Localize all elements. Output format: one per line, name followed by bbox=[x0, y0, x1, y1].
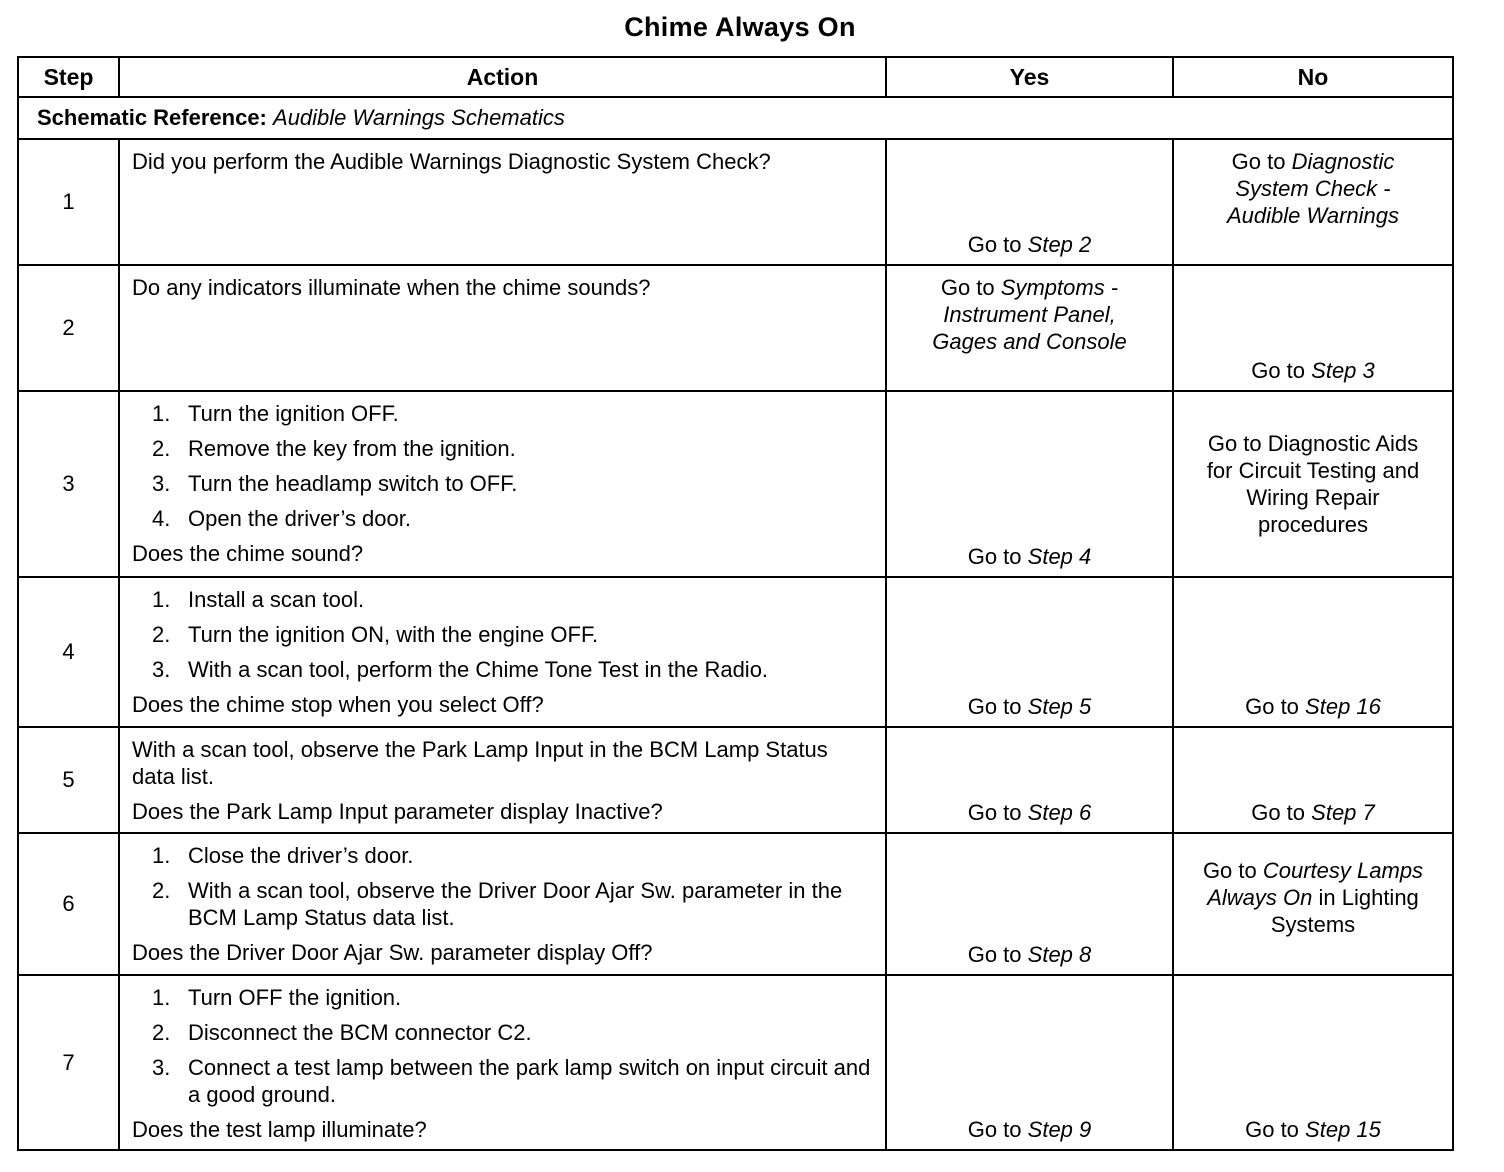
no-link[interactable]: Go to Diagnostic Aids for Circuit Testing and Wiring Repair procedures bbox=[1206, 431, 1420, 537]
step-number: 7 bbox=[18, 975, 119, 1150]
action-question: Does the Driver Door Ajar Sw. parameter display Off? bbox=[132, 940, 653, 965]
yes-link[interactable]: Step 6 bbox=[1027, 800, 1092, 825]
yes-prefix: Go to bbox=[967, 800, 1022, 825]
yes-prefix: Go to bbox=[967, 942, 1022, 967]
list-item: 3. With a scan tool, perform the Chime Tone Test in the Radio. bbox=[152, 657, 769, 682]
list-item-text: Disconnect the BCM connector C2. bbox=[188, 1020, 532, 1045]
schematic-label: Schematic Reference: bbox=[37, 105, 267, 130]
action-steps bbox=[132, 842, 875, 931]
action-instruction: With a scan tool, observe the Park Lamp Input in the BCM Lamp Status data list. bbox=[132, 737, 828, 789]
action-question: Does the chime stop when you select Off? bbox=[132, 692, 544, 717]
list-item-text: Turn the ignition ON, with the engine OFF. bbox=[188, 622, 599, 647]
list-item-text: With a scan tool, perform the Chime Tone Test in the Radio. bbox=[188, 657, 769, 682]
action-cell bbox=[119, 975, 886, 1150]
header-action: Action bbox=[119, 57, 886, 97]
yes-link[interactable]: Symptoms - Instrument Panel, Gages and Console bbox=[932, 275, 1127, 354]
list-item: 4. Open the driver’s door. bbox=[152, 506, 411, 531]
schematic-row bbox=[18, 97, 1453, 139]
list-item-text: Connect a test lamp between the park lamp switch on input circuit and a good ground. bbox=[188, 1055, 871, 1107]
yes-cell bbox=[886, 975, 1173, 1150]
yes-prefix: Go to bbox=[967, 232, 1022, 257]
list-item: 2. Turn the ignition ON, with the engine OFF. bbox=[152, 622, 599, 647]
action-cell bbox=[119, 833, 886, 975]
step-number: 4 bbox=[18, 577, 119, 727]
no-cell bbox=[1173, 833, 1453, 975]
yes-cell bbox=[886, 391, 1173, 577]
step-number: 5 bbox=[18, 727, 119, 833]
action-cell bbox=[119, 265, 886, 391]
diagnostic-table bbox=[17, 56, 1454, 1151]
action-cell bbox=[119, 727, 886, 833]
header-row bbox=[18, 57, 1453, 97]
action-question: Did you perform the Audible Warnings Diagnostic System Check? bbox=[132, 149, 771, 174]
no-prefix: Go to bbox=[1231, 149, 1286, 174]
action-cell bbox=[119, 139, 886, 265]
yes-prefix: Go to bbox=[967, 694, 1022, 719]
no-prefix: Go to bbox=[1245, 1117, 1299, 1142]
yes-link[interactable]: Step 9 bbox=[1027, 1117, 1092, 1142]
table-row bbox=[18, 265, 1453, 391]
table-row bbox=[18, 391, 1453, 577]
action-steps bbox=[132, 984, 875, 1108]
list-item: 3. Connect a test lamp between the park lamp switch on input circuit and a good ground. bbox=[152, 1055, 871, 1107]
no-cell bbox=[1173, 577, 1453, 727]
yes-cell bbox=[886, 833, 1173, 975]
yes-cell bbox=[886, 727, 1173, 833]
action-question: Does the Park Lamp Input parameter display Inactive? bbox=[132, 799, 663, 824]
no-cell bbox=[1173, 391, 1453, 577]
yes-link[interactable]: Step 2 bbox=[1027, 232, 1092, 257]
no-cell bbox=[1173, 975, 1453, 1150]
list-item: 1. Install a scan tool. bbox=[152, 587, 365, 612]
step-number: 6 bbox=[18, 833, 119, 975]
step-number: 1 bbox=[18, 139, 119, 265]
list-item: 3. Turn the headlamp switch to OFF. bbox=[152, 471, 518, 496]
no-prefix: Go to bbox=[1245, 694, 1299, 719]
action-question: Does the test lamp illuminate? bbox=[132, 1117, 427, 1142]
table-row bbox=[18, 727, 1453, 833]
list-item-text: Turn OFF the ignition. bbox=[188, 985, 402, 1010]
list-item-text: Turn the ignition OFF. bbox=[188, 401, 399, 426]
list-item: 1. Turn the ignition OFF. bbox=[152, 401, 399, 426]
action-question: Do any indicators illuminate when the chime sounds? bbox=[132, 275, 651, 300]
list-item-text: Turn the headlamp switch to OFF. bbox=[188, 471, 518, 496]
action-steps bbox=[132, 400, 875, 532]
no-prefix: Go to bbox=[1202, 857, 1257, 883]
no-cell bbox=[1173, 727, 1453, 833]
no-suffix: in Lighting Systems bbox=[1270, 884, 1419, 937]
list-item-text: With a scan tool, observe the Driver Door Ajar Sw. parameter in the BCM Lamp Status data list. bbox=[188, 878, 843, 930]
list-item: 1. Turn OFF the ignition. bbox=[152, 985, 402, 1010]
list-item: 1. Close the driver’s door. bbox=[152, 843, 414, 868]
yes-cell bbox=[886, 265, 1173, 391]
no-prefix: Go to bbox=[1251, 358, 1306, 383]
header-step: Step bbox=[18, 57, 119, 97]
list-item-text: Remove the key from the ignition. bbox=[188, 436, 516, 461]
table-row bbox=[18, 975, 1453, 1150]
list-item-text: Close the driver’s door. bbox=[188, 843, 414, 868]
list-item-text: Open the driver’s door. bbox=[188, 506, 411, 531]
step-number: 3 bbox=[18, 391, 119, 577]
yes-prefix: Go to bbox=[940, 275, 995, 300]
action-question: Does the chime sound? bbox=[132, 541, 364, 566]
no-cell bbox=[1173, 139, 1453, 265]
action-cell bbox=[119, 391, 886, 577]
no-link[interactable]: Diagnostic System Check - Audible Warnings bbox=[1226, 149, 1400, 228]
yes-link[interactable]: Step 8 bbox=[1027, 942, 1092, 967]
no-prefix: Go to bbox=[1251, 800, 1306, 825]
list-item-text: Install a scan tool. bbox=[188, 587, 365, 612]
yes-prefix: Go to bbox=[967, 544, 1022, 569]
action-cell bbox=[119, 577, 886, 727]
no-link[interactable]: Courtesy Lamps Always On bbox=[1207, 857, 1424, 910]
list-item: 2. Disconnect the BCM connector C2. bbox=[152, 1020, 532, 1045]
no-link[interactable]: Step 15 bbox=[1305, 1117, 1381, 1142]
no-cell bbox=[1173, 265, 1453, 391]
yes-link[interactable]: Step 5 bbox=[1027, 694, 1092, 719]
step-number: 2 bbox=[18, 265, 119, 391]
list-item: 2. Remove the key from the ignition. bbox=[152, 436, 516, 461]
schematic-reference bbox=[18, 97, 1453, 139]
table-row bbox=[18, 139, 1453, 265]
table-row bbox=[18, 577, 1453, 727]
action-steps bbox=[132, 586, 875, 683]
yes-prefix: Go to bbox=[967, 1117, 1022, 1142]
yes-cell bbox=[886, 577, 1173, 727]
schematic-link[interactable]: Audible Warnings Schematics bbox=[273, 105, 565, 130]
page-title: Chime Always On bbox=[624, 12, 856, 42]
list-item: 2. With a scan tool, observe the Driver Door Ajar Sw. parameter in the BCM Lamp Status data list. bbox=[152, 878, 843, 930]
no-link[interactable]: Step 3 bbox=[1311, 358, 1375, 383]
table-row bbox=[18, 833, 1453, 975]
header-yes: Yes bbox=[886, 57, 1173, 97]
yes-link[interactable]: Step 4 bbox=[1027, 544, 1092, 569]
header-no: No bbox=[1173, 57, 1453, 97]
no-link[interactable]: Step 16 bbox=[1305, 694, 1381, 719]
no-link[interactable]: Step 7 bbox=[1311, 800, 1375, 825]
yes-cell bbox=[886, 139, 1173, 265]
